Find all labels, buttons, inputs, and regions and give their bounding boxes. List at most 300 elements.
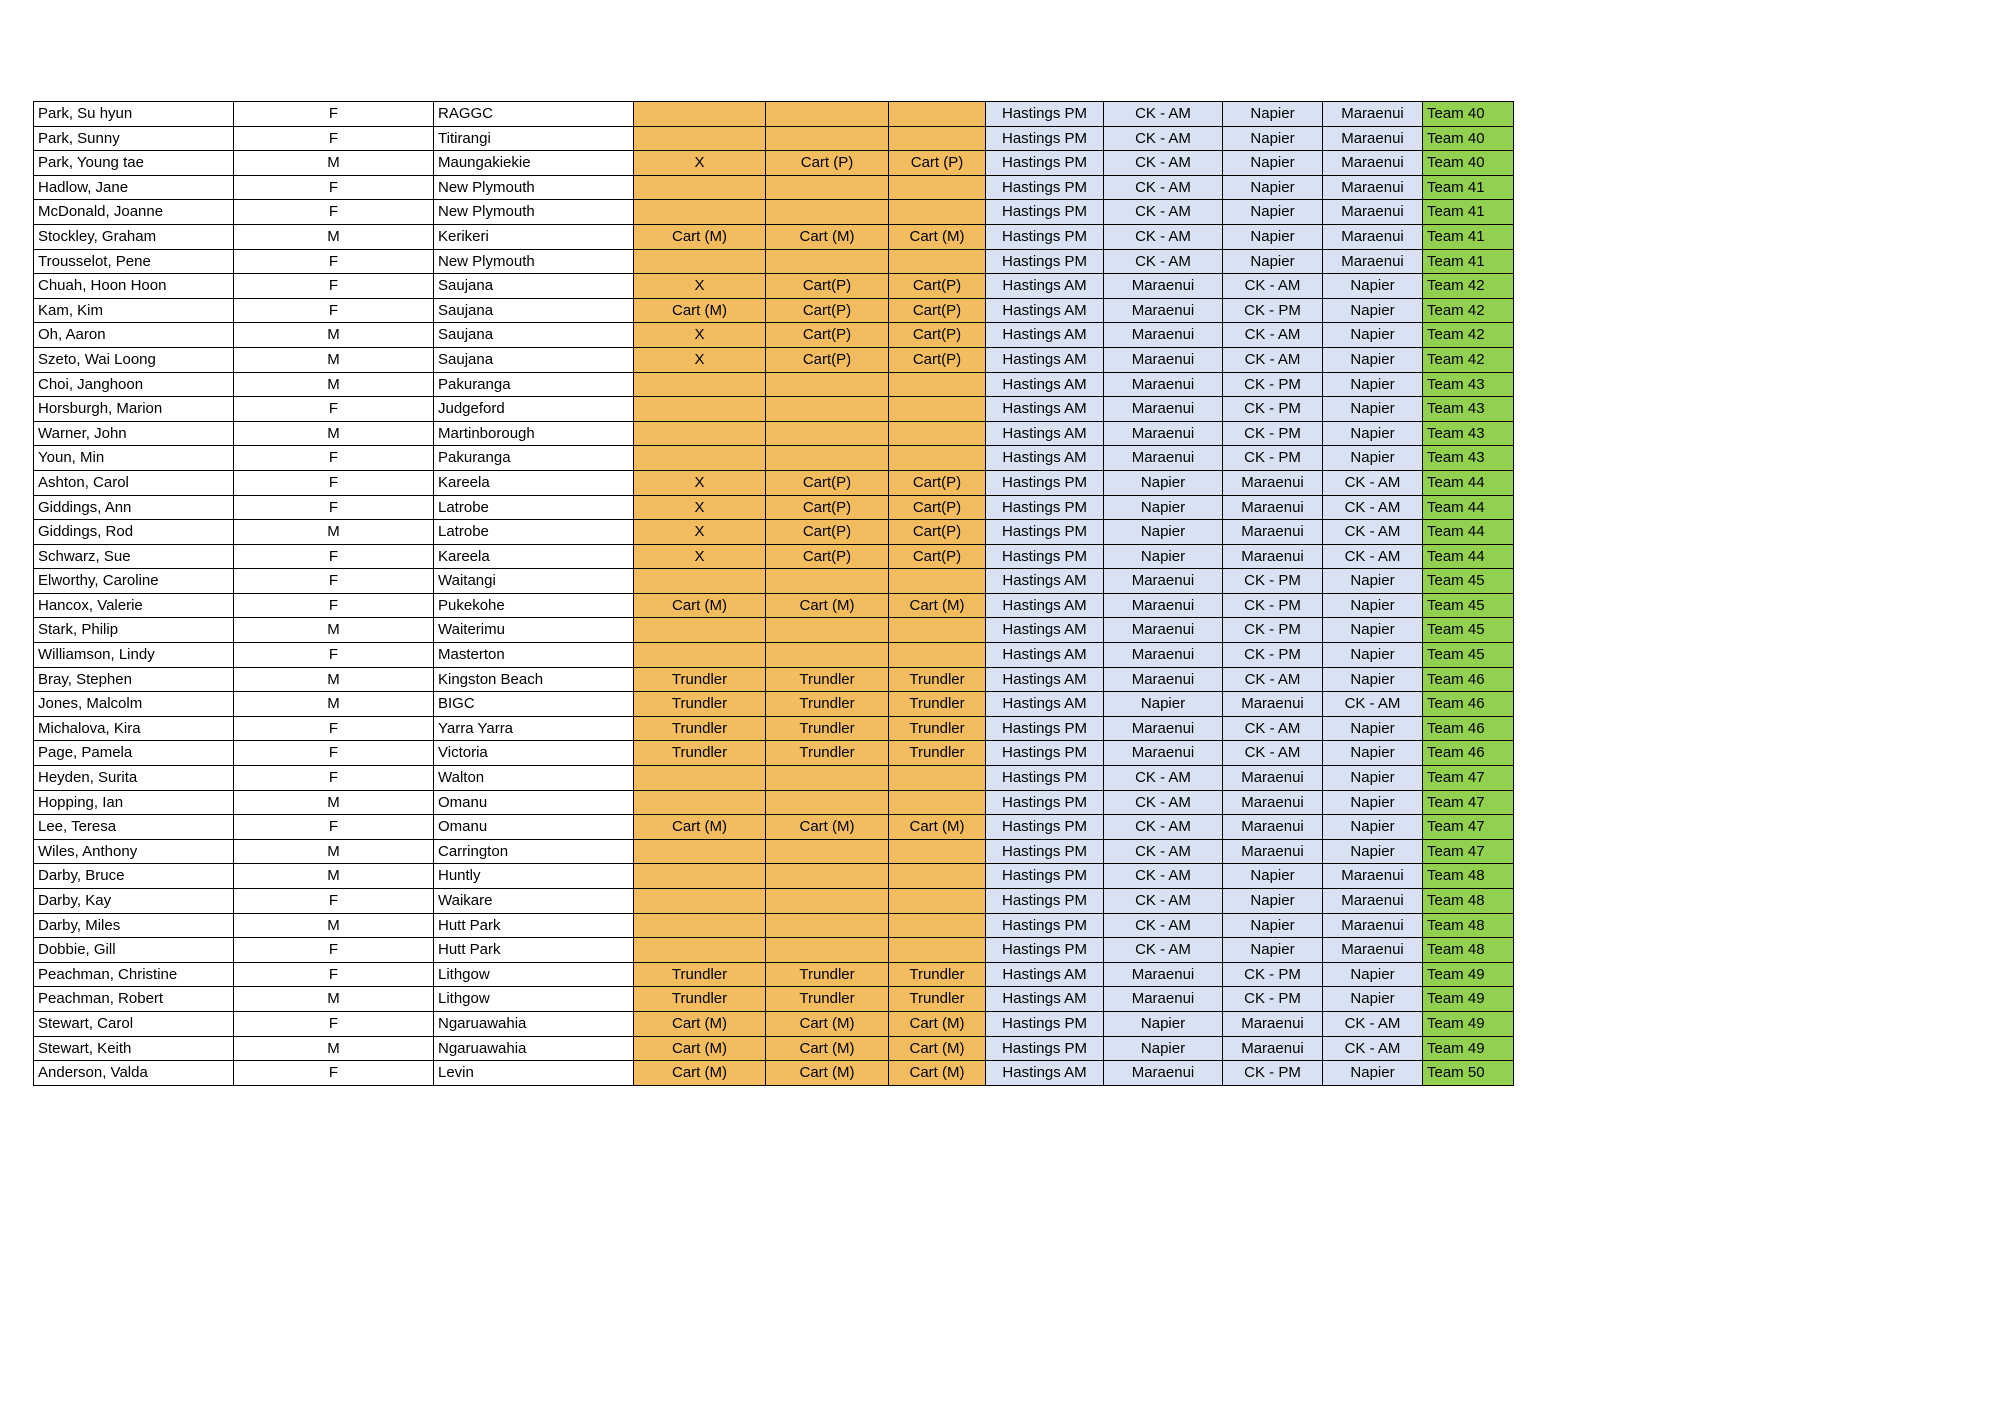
cell-round1-course[interactable]: Hastings PM bbox=[986, 249, 1104, 274]
cell-name[interactable]: Choi, Janghoon bbox=[34, 372, 234, 397]
cell-club[interactable]: Masterton bbox=[434, 643, 634, 668]
cell-gender[interactable]: F bbox=[234, 889, 434, 914]
cell-name[interactable]: Dobbie, Gill bbox=[34, 938, 234, 963]
cell-round1-course[interactable]: Hastings PM bbox=[986, 126, 1104, 151]
cell-equipment-day2[interactable] bbox=[766, 200, 889, 225]
cell-round1-course[interactable]: Hastings AM bbox=[986, 618, 1104, 643]
cell-round4-course[interactable]: Napier bbox=[1323, 1061, 1423, 1086]
cell-equipment-day2[interactable]: Cart(P) bbox=[766, 347, 889, 372]
cell-equipment-day2[interactable]: Trundler bbox=[766, 667, 889, 692]
cell-round1-course[interactable]: Hastings PM bbox=[986, 766, 1104, 791]
cell-gender[interactable]: M bbox=[234, 987, 434, 1012]
cell-equipment-day1[interactable]: Trundler bbox=[634, 962, 766, 987]
cell-club[interactable]: Hutt Park bbox=[434, 913, 634, 938]
cell-team[interactable]: Team 45 bbox=[1423, 643, 1514, 668]
cell-equipment-day3[interactable]: Cart (M) bbox=[889, 1011, 986, 1036]
cell-club[interactable]: Ngaruawahia bbox=[434, 1011, 634, 1036]
cell-gender[interactable]: M bbox=[234, 151, 434, 176]
cell-round3-course[interactable]: CK - AM bbox=[1223, 347, 1323, 372]
cell-round3-course[interactable]: Maraenui bbox=[1223, 839, 1323, 864]
cell-round1-course[interactable]: Hastings PM bbox=[986, 520, 1104, 545]
cell-round3-course[interactable]: Napier bbox=[1223, 224, 1323, 249]
cell-gender[interactable]: F bbox=[234, 298, 434, 323]
cell-equipment-day3[interactable] bbox=[889, 372, 986, 397]
cell-round3-course[interactable]: CK - PM bbox=[1223, 987, 1323, 1012]
cell-round3-course[interactable]: CK - PM bbox=[1223, 372, 1323, 397]
cell-round2-course[interactable]: Napier bbox=[1104, 544, 1223, 569]
cell-round1-course[interactable]: Hastings AM bbox=[986, 987, 1104, 1012]
cell-club[interactable]: Victoria bbox=[434, 741, 634, 766]
cell-equipment-day2[interactable] bbox=[766, 889, 889, 914]
cell-gender[interactable]: F bbox=[234, 815, 434, 840]
cell-equipment-day3[interactable] bbox=[889, 175, 986, 200]
cell-round3-course[interactable]: CK - AM bbox=[1223, 741, 1323, 766]
cell-gender[interactable]: M bbox=[234, 839, 434, 864]
cell-round2-course[interactable]: Maraenui bbox=[1104, 593, 1223, 618]
cell-name[interactable]: Szeto, Wai Loong bbox=[34, 347, 234, 372]
cell-equipment-day3[interactable]: Trundler bbox=[889, 962, 986, 987]
cell-equipment-day2[interactable] bbox=[766, 421, 889, 446]
cell-round1-course[interactable]: Hastings AM bbox=[986, 323, 1104, 348]
cell-gender[interactable]: F bbox=[234, 470, 434, 495]
cell-round1-course[interactable]: Hastings AM bbox=[986, 593, 1104, 618]
cell-equipment-day3[interactable]: Cart(P) bbox=[889, 323, 986, 348]
cell-round3-course[interactable]: Maraenui bbox=[1223, 1036, 1323, 1061]
cell-team[interactable]: Team 48 bbox=[1423, 938, 1514, 963]
cell-round2-course[interactable]: Maraenui bbox=[1104, 716, 1223, 741]
cell-round1-course[interactable]: Hastings AM bbox=[986, 1061, 1104, 1086]
cell-equipment-day3[interactable]: Trundler bbox=[889, 987, 986, 1012]
cell-round1-course[interactable]: Hastings AM bbox=[986, 347, 1104, 372]
cell-equipment-day1[interactable]: Trundler bbox=[634, 987, 766, 1012]
cell-round3-course[interactable]: CK - PM bbox=[1223, 421, 1323, 446]
cell-round1-course[interactable]: Hastings PM bbox=[986, 790, 1104, 815]
cell-round4-course[interactable]: CK - AM bbox=[1323, 470, 1423, 495]
cell-round1-course[interactable]: Hastings PM bbox=[986, 815, 1104, 840]
cell-round4-course[interactable]: Napier bbox=[1323, 766, 1423, 791]
cell-equipment-day3[interactable] bbox=[889, 938, 986, 963]
cell-gender[interactable]: F bbox=[234, 102, 434, 127]
cell-equipment-day3[interactable] bbox=[889, 569, 986, 594]
cell-club[interactable]: Levin bbox=[434, 1061, 634, 1086]
cell-equipment-day1[interactable]: X bbox=[634, 495, 766, 520]
cell-round3-course[interactable]: Maraenui bbox=[1223, 815, 1323, 840]
cell-equipment-day2[interactable] bbox=[766, 839, 889, 864]
cell-round1-course[interactable]: Hastings AM bbox=[986, 446, 1104, 471]
cell-team[interactable]: Team 43 bbox=[1423, 421, 1514, 446]
cell-round2-course[interactable]: CK - AM bbox=[1104, 102, 1223, 127]
cell-equipment-day3[interactable]: Cart(P) bbox=[889, 298, 986, 323]
cell-equipment-day1[interactable]: Cart (M) bbox=[634, 593, 766, 618]
cell-team[interactable]: Team 43 bbox=[1423, 372, 1514, 397]
cell-round2-course[interactable]: Maraenui bbox=[1104, 372, 1223, 397]
cell-name[interactable]: Oh, Aaron bbox=[34, 323, 234, 348]
cell-equipment-day3[interactable] bbox=[889, 446, 986, 471]
cell-round2-course[interactable]: Maraenui bbox=[1104, 397, 1223, 422]
cell-name[interactable]: Stewart, Keith bbox=[34, 1036, 234, 1061]
cell-equipment-day1[interactable]: Trundler bbox=[634, 692, 766, 717]
cell-club[interactable]: Lithgow bbox=[434, 962, 634, 987]
cell-round3-course[interactable]: CK - AM bbox=[1223, 716, 1323, 741]
cell-equipment-day3[interactable]: Cart (P) bbox=[889, 151, 986, 176]
cell-gender[interactable]: M bbox=[234, 692, 434, 717]
cell-gender[interactable]: M bbox=[234, 618, 434, 643]
cell-equipment-day1[interactable]: X bbox=[634, 544, 766, 569]
cell-round3-course[interactable]: CK - PM bbox=[1223, 643, 1323, 668]
cell-equipment-day2[interactable] bbox=[766, 372, 889, 397]
cell-equipment-day1[interactable]: X bbox=[634, 470, 766, 495]
cell-gender[interactable]: M bbox=[234, 421, 434, 446]
cell-team[interactable]: Team 40 bbox=[1423, 102, 1514, 127]
cell-club[interactable]: Pakuranga bbox=[434, 372, 634, 397]
cell-team[interactable]: Team 49 bbox=[1423, 987, 1514, 1012]
cell-round4-course[interactable]: CK - AM bbox=[1323, 692, 1423, 717]
cell-round2-course[interactable]: CK - AM bbox=[1104, 913, 1223, 938]
cell-round2-course[interactable]: CK - AM bbox=[1104, 249, 1223, 274]
cell-round1-course[interactable]: Hastings AM bbox=[986, 298, 1104, 323]
cell-equipment-day2[interactable] bbox=[766, 569, 889, 594]
cell-equipment-day3[interactable]: Trundler bbox=[889, 716, 986, 741]
cell-round4-course[interactable]: Maraenui bbox=[1323, 864, 1423, 889]
cell-equipment-day1[interactable] bbox=[634, 864, 766, 889]
cell-gender[interactable]: M bbox=[234, 913, 434, 938]
cell-round4-course[interactable]: Maraenui bbox=[1323, 175, 1423, 200]
cell-gender[interactable]: F bbox=[234, 1061, 434, 1086]
cell-club[interactable]: Judgeford bbox=[434, 397, 634, 422]
cell-name[interactable]: Schwarz, Sue bbox=[34, 544, 234, 569]
cell-equipment-day1[interactable] bbox=[634, 569, 766, 594]
cell-name[interactable]: Peachman, Christine bbox=[34, 962, 234, 987]
cell-club[interactable]: Waikare bbox=[434, 889, 634, 914]
cell-club[interactable]: New Plymouth bbox=[434, 175, 634, 200]
cell-round2-course[interactable]: Maraenui bbox=[1104, 347, 1223, 372]
cell-equipment-day1[interactable]: Cart (M) bbox=[634, 224, 766, 249]
cell-club[interactable]: Waiterimu bbox=[434, 618, 634, 643]
cell-round4-course[interactable]: Maraenui bbox=[1323, 889, 1423, 914]
cell-round2-course[interactable]: CK - AM bbox=[1104, 151, 1223, 176]
cell-club[interactable]: New Plymouth bbox=[434, 249, 634, 274]
cell-round3-course[interactable]: CK - AM bbox=[1223, 323, 1323, 348]
cell-round1-course[interactable]: Hastings PM bbox=[986, 470, 1104, 495]
cell-team[interactable]: Team 47 bbox=[1423, 839, 1514, 864]
cell-club[interactable]: Kareela bbox=[434, 470, 634, 495]
cell-round1-course[interactable]: Hastings AM bbox=[986, 667, 1104, 692]
cell-round4-course[interactable]: Napier bbox=[1323, 446, 1423, 471]
cell-equipment-day1[interactable] bbox=[634, 790, 766, 815]
cell-equipment-day3[interactable]: Cart (M) bbox=[889, 224, 986, 249]
cell-equipment-day2[interactable]: Cart(P) bbox=[766, 544, 889, 569]
cell-round4-course[interactable]: Napier bbox=[1323, 839, 1423, 864]
cell-equipment-day3[interactable] bbox=[889, 643, 986, 668]
cell-equipment-day1[interactable] bbox=[634, 938, 766, 963]
cell-name[interactable]: Hancox, Valerie bbox=[34, 593, 234, 618]
cell-equipment-day3[interactable]: Cart (M) bbox=[889, 593, 986, 618]
cell-round4-course[interactable]: Napier bbox=[1323, 962, 1423, 987]
cell-round1-course[interactable]: Hastings AM bbox=[986, 274, 1104, 299]
cell-equipment-day2[interactable] bbox=[766, 938, 889, 963]
cell-round4-course[interactable]: Napier bbox=[1323, 618, 1423, 643]
cell-round4-course[interactable]: Napier bbox=[1323, 741, 1423, 766]
cell-name[interactable]: Anderson, Valda bbox=[34, 1061, 234, 1086]
cell-club[interactable]: Saujana bbox=[434, 274, 634, 299]
cell-equipment-day3[interactable]: Trundler bbox=[889, 667, 986, 692]
cell-team[interactable]: Team 46 bbox=[1423, 692, 1514, 717]
cell-equipment-day2[interactable]: Cart (M) bbox=[766, 593, 889, 618]
cell-name[interactable]: Stark, Philip bbox=[34, 618, 234, 643]
cell-round4-course[interactable]: Maraenui bbox=[1323, 938, 1423, 963]
cell-round3-course[interactable]: Napier bbox=[1223, 126, 1323, 151]
cell-team[interactable]: Team 41 bbox=[1423, 224, 1514, 249]
cell-round4-course[interactable]: Maraenui bbox=[1323, 102, 1423, 127]
cell-round2-course[interactable]: CK - AM bbox=[1104, 815, 1223, 840]
cell-club[interactable]: Yarra Yarra bbox=[434, 716, 634, 741]
cell-team[interactable]: Team 48 bbox=[1423, 889, 1514, 914]
cell-round3-course[interactable]: Maraenui bbox=[1223, 692, 1323, 717]
cell-club[interactable]: Martinborough bbox=[434, 421, 634, 446]
cell-round1-course[interactable]: Hastings PM bbox=[986, 889, 1104, 914]
cell-round2-course[interactable]: Napier bbox=[1104, 1011, 1223, 1036]
cell-round1-course[interactable]: Hastings AM bbox=[986, 421, 1104, 446]
cell-round3-course[interactable]: CK - PM bbox=[1223, 298, 1323, 323]
cell-round3-course[interactable]: CK - AM bbox=[1223, 274, 1323, 299]
cell-round2-course[interactable]: Maraenui bbox=[1104, 421, 1223, 446]
cell-round2-course[interactable]: CK - AM bbox=[1104, 889, 1223, 914]
cell-gender[interactable]: M bbox=[234, 372, 434, 397]
cell-equipment-day1[interactable] bbox=[634, 175, 766, 200]
cell-equipment-day3[interactable] bbox=[889, 126, 986, 151]
cell-name[interactable]: Hadlow, Jane bbox=[34, 175, 234, 200]
cell-club[interactable]: Omanu bbox=[434, 790, 634, 815]
cell-equipment-day1[interactable] bbox=[634, 618, 766, 643]
cell-equipment-day1[interactable]: X bbox=[634, 347, 766, 372]
cell-equipment-day2[interactable]: Cart(P) bbox=[766, 520, 889, 545]
cell-team[interactable]: Team 45 bbox=[1423, 618, 1514, 643]
cell-equipment-day2[interactable]: Trundler bbox=[766, 692, 889, 717]
cell-round1-course[interactable]: Hastings AM bbox=[986, 643, 1104, 668]
cell-equipment-day2[interactable] bbox=[766, 643, 889, 668]
cell-round1-course[interactable]: Hastings PM bbox=[986, 839, 1104, 864]
cell-round4-course[interactable]: Napier bbox=[1323, 643, 1423, 668]
cell-equipment-day3[interactable] bbox=[889, 200, 986, 225]
cell-round2-course[interactable]: Napier bbox=[1104, 520, 1223, 545]
cell-round4-course[interactable]: Maraenui bbox=[1323, 913, 1423, 938]
cell-gender[interactable]: F bbox=[234, 1011, 434, 1036]
cell-name[interactable]: McDonald, Joanne bbox=[34, 200, 234, 225]
cell-equipment-day3[interactable]: Cart(P) bbox=[889, 470, 986, 495]
cell-equipment-day3[interactable]: Cart (M) bbox=[889, 1036, 986, 1061]
cell-round4-course[interactable]: Napier bbox=[1323, 815, 1423, 840]
cell-equipment-day2[interactable]: Cart (M) bbox=[766, 1061, 889, 1086]
cell-gender[interactable]: F bbox=[234, 593, 434, 618]
cell-equipment-day1[interactable]: Trundler bbox=[634, 667, 766, 692]
cell-gender[interactable]: M bbox=[234, 790, 434, 815]
cell-round4-course[interactable]: CK - AM bbox=[1323, 544, 1423, 569]
cell-round2-course[interactable]: Maraenui bbox=[1104, 274, 1223, 299]
cell-club[interactable]: RAGGC bbox=[434, 102, 634, 127]
cell-round2-course[interactable]: Maraenui bbox=[1104, 298, 1223, 323]
cell-gender[interactable]: M bbox=[234, 864, 434, 889]
cell-club[interactable]: Carrington bbox=[434, 839, 634, 864]
cell-round4-course[interactable]: Napier bbox=[1323, 298, 1423, 323]
cell-team[interactable]: Team 46 bbox=[1423, 716, 1514, 741]
cell-equipment-day2[interactable]: Trundler bbox=[766, 741, 889, 766]
cell-round4-course[interactable]: Napier bbox=[1323, 347, 1423, 372]
cell-round3-course[interactable]: Maraenui bbox=[1223, 790, 1323, 815]
cell-team[interactable]: Team 41 bbox=[1423, 200, 1514, 225]
cell-round2-course[interactable]: Maraenui bbox=[1104, 446, 1223, 471]
cell-equipment-day3[interactable]: Cart(P) bbox=[889, 495, 986, 520]
cell-club[interactable]: Waitangi bbox=[434, 569, 634, 594]
cell-equipment-day1[interactable]: X bbox=[634, 274, 766, 299]
cell-round1-course[interactable]: Hastings PM bbox=[986, 175, 1104, 200]
cell-equipment-day1[interactable] bbox=[634, 249, 766, 274]
cell-team[interactable]: Team 49 bbox=[1423, 1036, 1514, 1061]
cell-round3-course[interactable]: Maraenui bbox=[1223, 470, 1323, 495]
cell-gender[interactable]: F bbox=[234, 274, 434, 299]
cell-equipment-day1[interactable]: Cart (M) bbox=[634, 298, 766, 323]
cell-round3-course[interactable]: CK - PM bbox=[1223, 397, 1323, 422]
cell-equipment-day1[interactable]: Cart (M) bbox=[634, 815, 766, 840]
cell-gender[interactable]: F bbox=[234, 200, 434, 225]
cell-round1-course[interactable]: Hastings AM bbox=[986, 397, 1104, 422]
cell-equipment-day2[interactable] bbox=[766, 175, 889, 200]
cell-equipment-day2[interactable]: Cart (M) bbox=[766, 1036, 889, 1061]
cell-club[interactable]: Saujana bbox=[434, 298, 634, 323]
cell-team[interactable]: Team 40 bbox=[1423, 126, 1514, 151]
cell-round4-course[interactable]: CK - AM bbox=[1323, 520, 1423, 545]
cell-round3-course[interactable]: Maraenui bbox=[1223, 544, 1323, 569]
cell-name[interactable]: Park, Young tae bbox=[34, 151, 234, 176]
cell-round4-course[interactable]: Napier bbox=[1323, 667, 1423, 692]
cell-equipment-day2[interactable]: Cart(P) bbox=[766, 495, 889, 520]
cell-round2-course[interactable]: CK - AM bbox=[1104, 839, 1223, 864]
cell-equipment-day3[interactable]: Cart (M) bbox=[889, 1061, 986, 1086]
cell-team[interactable]: Team 50 bbox=[1423, 1061, 1514, 1086]
cell-round2-course[interactable]: Napier bbox=[1104, 692, 1223, 717]
cell-round1-course[interactable]: Hastings PM bbox=[986, 151, 1104, 176]
cell-team[interactable]: Team 44 bbox=[1423, 520, 1514, 545]
cell-round2-course[interactable]: CK - AM bbox=[1104, 175, 1223, 200]
cell-club[interactable]: Titirangi bbox=[434, 126, 634, 151]
cell-team[interactable]: Team 41 bbox=[1423, 249, 1514, 274]
cell-equipment-day1[interactable]: X bbox=[634, 520, 766, 545]
cell-name[interactable]: Darby, Kay bbox=[34, 889, 234, 914]
cell-equipment-day1[interactable]: Trundler bbox=[634, 741, 766, 766]
cell-name[interactable]: Ashton, Carol bbox=[34, 470, 234, 495]
cell-name[interactable]: Warner, John bbox=[34, 421, 234, 446]
cell-team[interactable]: Team 45 bbox=[1423, 593, 1514, 618]
cell-gender[interactable]: F bbox=[234, 643, 434, 668]
cell-round2-course[interactable]: Maraenui bbox=[1104, 323, 1223, 348]
cell-team[interactable]: Team 47 bbox=[1423, 766, 1514, 791]
cell-name[interactable]: Stockley, Graham bbox=[34, 224, 234, 249]
cell-team[interactable]: Team 42 bbox=[1423, 347, 1514, 372]
cell-team[interactable]: Team 47 bbox=[1423, 815, 1514, 840]
cell-equipment-day2[interactable] bbox=[766, 618, 889, 643]
cell-gender[interactable]: M bbox=[234, 224, 434, 249]
cell-name[interactable]: Darby, Miles bbox=[34, 913, 234, 938]
cell-team[interactable]: Team 41 bbox=[1423, 175, 1514, 200]
cell-round2-course[interactable]: Maraenui bbox=[1104, 643, 1223, 668]
cell-club[interactable]: Kareela bbox=[434, 544, 634, 569]
cell-team[interactable]: Team 49 bbox=[1423, 962, 1514, 987]
cell-club[interactable]: Hutt Park bbox=[434, 938, 634, 963]
cell-equipment-day1[interactable]: Trundler bbox=[634, 716, 766, 741]
cell-name[interactable]: Park, Sunny bbox=[34, 126, 234, 151]
cell-round4-course[interactable]: Napier bbox=[1323, 397, 1423, 422]
cell-equipment-day2[interactable] bbox=[766, 766, 889, 791]
cell-round4-course[interactable]: Napier bbox=[1323, 987, 1423, 1012]
cell-club[interactable]: Kerikeri bbox=[434, 224, 634, 249]
cell-gender[interactable]: M bbox=[234, 323, 434, 348]
cell-round2-course[interactable]: Maraenui bbox=[1104, 1061, 1223, 1086]
cell-round4-course[interactable]: Napier bbox=[1323, 323, 1423, 348]
cell-equipment-day1[interactable] bbox=[634, 913, 766, 938]
cell-team[interactable]: Team 43 bbox=[1423, 446, 1514, 471]
cell-round2-course[interactable]: CK - AM bbox=[1104, 200, 1223, 225]
cell-equipment-day3[interactable] bbox=[889, 913, 986, 938]
cell-round3-course[interactable]: CK - PM bbox=[1223, 1061, 1323, 1086]
cell-team[interactable]: Team 48 bbox=[1423, 864, 1514, 889]
cell-club[interactable]: Latrobe bbox=[434, 495, 634, 520]
cell-equipment-day3[interactable]: Trundler bbox=[889, 692, 986, 717]
cell-team[interactable]: Team 46 bbox=[1423, 667, 1514, 692]
cell-round3-course[interactable]: CK - PM bbox=[1223, 618, 1323, 643]
cell-equipment-day1[interactable] bbox=[634, 446, 766, 471]
cell-round2-course[interactable]: CK - AM bbox=[1104, 938, 1223, 963]
cell-equipment-day3[interactable]: Cart (M) bbox=[889, 815, 986, 840]
cell-round4-course[interactable]: CK - AM bbox=[1323, 495, 1423, 520]
cell-equipment-day2[interactable] bbox=[766, 397, 889, 422]
cell-round3-course[interactable]: Maraenui bbox=[1223, 1011, 1323, 1036]
cell-team[interactable]: Team 42 bbox=[1423, 298, 1514, 323]
cell-name[interactable]: Williamson, Lindy bbox=[34, 643, 234, 668]
cell-round4-course[interactable]: Maraenui bbox=[1323, 224, 1423, 249]
cell-name[interactable]: Bray, Stephen bbox=[34, 667, 234, 692]
cell-equipment-day3[interactable]: Cart(P) bbox=[889, 274, 986, 299]
cell-equipment-day2[interactable]: Cart(P) bbox=[766, 470, 889, 495]
cell-club[interactable]: Walton bbox=[434, 766, 634, 791]
cell-equipment-day3[interactable]: Cart(P) bbox=[889, 347, 986, 372]
cell-round3-course[interactable]: Napier bbox=[1223, 938, 1323, 963]
cell-team[interactable]: Team 42 bbox=[1423, 323, 1514, 348]
cell-round1-course[interactable]: Hastings AM bbox=[986, 692, 1104, 717]
cell-gender[interactable]: M bbox=[234, 667, 434, 692]
cell-equipment-day2[interactable] bbox=[766, 913, 889, 938]
cell-round1-course[interactable]: Hastings AM bbox=[986, 569, 1104, 594]
cell-name[interactable]: Horsburgh, Marion bbox=[34, 397, 234, 422]
cell-team[interactable]: Team 47 bbox=[1423, 790, 1514, 815]
cell-equipment-day2[interactable] bbox=[766, 126, 889, 151]
cell-equipment-day2[interactable]: Cart (M) bbox=[766, 1011, 889, 1036]
cell-name[interactable]: Giddings, Rod bbox=[34, 520, 234, 545]
cell-team[interactable]: Team 42 bbox=[1423, 274, 1514, 299]
cell-round1-course[interactable]: Hastings PM bbox=[986, 1036, 1104, 1061]
cell-club[interactable]: Saujana bbox=[434, 347, 634, 372]
cell-gender[interactable]: F bbox=[234, 938, 434, 963]
cell-equipment-day2[interactable] bbox=[766, 864, 889, 889]
cell-club[interactable]: Pukekohe bbox=[434, 593, 634, 618]
cell-round4-course[interactable]: Napier bbox=[1323, 372, 1423, 397]
cell-gender[interactable]: F bbox=[234, 569, 434, 594]
cell-gender[interactable]: F bbox=[234, 126, 434, 151]
cell-name[interactable]: Youn, Min bbox=[34, 446, 234, 471]
cell-equipment-day2[interactable]: Cart(P) bbox=[766, 323, 889, 348]
cell-equipment-day1[interactable]: X bbox=[634, 323, 766, 348]
cell-gender[interactable]: F bbox=[234, 495, 434, 520]
cell-club[interactable]: Ngaruawahia bbox=[434, 1036, 634, 1061]
cell-name[interactable]: Trousselot, Pene bbox=[34, 249, 234, 274]
